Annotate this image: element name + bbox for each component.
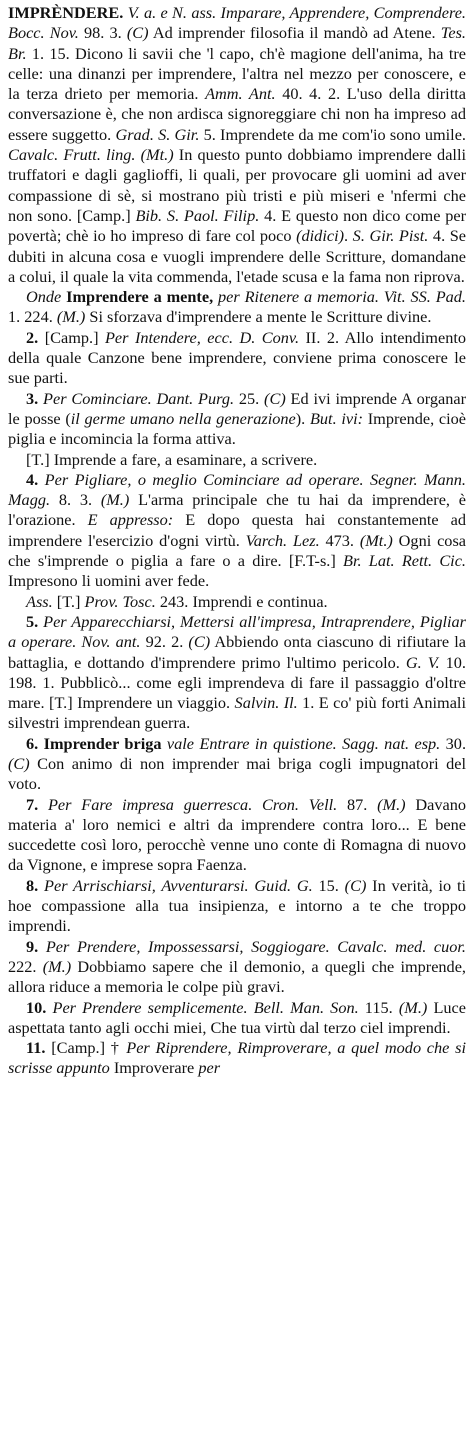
body-text: E dopo questa hai constantemente ad imprendere l'esercizio d'ogni virtù. [8,510,466,550]
body-text: 25. [234,388,265,408]
citation-text: Ass. [26,591,53,611]
sense-label: 6. [26,733,44,753]
body-text: 473. [319,530,360,550]
citation-text: V. a. e N. ass. Imparare, Apprendere, Comprendere. Bocc. Nov. [8,3,466,43]
citation-text: (C) [188,632,211,652]
body-text: 1. 15. Dicono li savii che 'l capo, ch'è magione dell'anima, ha tre celle: una dinanzi per imprendere, l'altra nel mezzo per conoscere, e la terza drieto per memoria. [8,43,466,104]
body-text: [T.] Imprende a fare, a esaminare, a scrivere. [26,449,318,469]
body-text: 8. 3. [50,490,101,510]
body-text: In verità, io ti hoe compassione alla tua insipienza, e intorno a te che troppo imprendi. [8,875,467,936]
citation-text: (M.) [100,490,130,510]
citation-text: G. V. [405,652,440,672]
sense-paragraph [8,592,466,612]
citation-text: per [198,1058,221,1078]
sense-paragraph [8,389,466,450]
citation-text: Onde [26,287,62,307]
citation-text: Cavalc. Frutt. ling. (Mt.) [8,145,174,165]
citation-text: Salvin. Il. [234,693,298,713]
body-text: 5. Imprendete da me com'io sono umile. [199,124,466,144]
body-text: Imprende, cioè piglia e incomincia la forma attiva. [8,408,467,449]
sense-label: 9. [26,936,46,956]
body-text: ). [295,408,310,428]
body-text: Improverare [109,1058,199,1078]
citation-text: Br. Lat. Rett. Cic. [343,551,467,571]
citation-text: Per Riprendere, Rimproverare, a quel modo che si scrisse appunto [8,1038,466,1078]
citation-text: (M.) [56,307,86,327]
sense-paragraph [8,795,466,876]
body-text: 4. Se dubiti in alcuna cosa e vuogli imprendere delle Scritture, domandane a colui, il quale la vita commenda, l'etade scusa e la fama non riprova. [8,226,467,286]
body-text: 1. E co' più forti Animali silvestri imprendean guerra. [8,693,466,733]
body-text: In questo punto dobbiamo imprendere dalli truffatori e dagli gaglioffi, li quali, per provocare gli uomini ad aver compassione di sè, si mostrano più tristi e più miseri e 'nfermi che non sono. [Camp.] [8,145,466,225]
sense-label: Imprendere a mente, [66,287,214,307]
citation-text: Per Cominciare. Dant. Purg. [43,388,235,408]
citation-text: Per Intendere, ecc. D. Conv. [104,327,300,347]
sense-label: 11. [26,1038,52,1058]
body-text: Dobbiamo sapere che il demonio, a quegli che imprende, allora riduce a memoria le colpe più gravi. [8,956,466,997]
body-text: Luce aspettata tanto agli occhi miei, Che tua virtù dal terzo ciel imprendi. [8,997,467,1037]
citation-text: Per Arrischiarsi, Avventurarsi. Guid. G. [44,875,313,895]
citation-text: il germe umano nella generazione [70,408,296,428]
citation-text: Per Apparecchiarsi, Mettersi all'impresa, Intraprendere, Pigliar a operare. Nov. ant. [8,611,466,652]
citation-text: (C) [126,23,149,43]
citation-text: (C) [8,753,30,773]
body-text: Con animo di non imprender mai briga cogli impugnatori del voto. [8,753,466,794]
sense-paragraph [8,876,466,937]
body-text: 87. [337,794,378,814]
citation-text: (didici) [296,226,345,246]
body-text: Impresono li uomini aver fede. [8,571,210,591]
body-text: 115. [358,997,399,1017]
body-text: 222. [8,956,43,976]
sense-label: 2. [26,327,45,347]
sense-label: 4. [26,469,45,489]
body-text: 10. 198. 1. Pubblicò... come egli imprendeva di fare il passaggio d'oltre mare. [T.] Imprendere un viaggio. [8,652,466,713]
body-text: 30. [440,733,467,753]
body-text: Ad imprender filosofia il mandò ad Atene. [148,23,441,43]
sense-paragraph [8,328,466,389]
citation-text: (M.) [377,794,406,814]
sense-label: Imprender briga [43,733,162,753]
sense-paragraph [8,470,466,592]
sense-paragraph [8,450,466,470]
sense-label: 10. [26,997,53,1017]
body-text: Ed ivi imprende A organar le posse ( [8,388,466,428]
citation-text: Prov. Tosc. [84,591,156,611]
body-text: [Camp.] † [51,1038,127,1058]
citation-text: Varch. Lez. [245,530,320,550]
body-text: II. 2. Allo intendimento della quale Canzone bene imprendere, conviene prima conoscere le sue parti. [8,327,467,388]
body-text: [T.] [52,591,85,611]
body-text: 92. 2. [140,632,189,652]
citation-text: per Ritenere a memoria. Vit. SS. Pad. [218,287,466,307]
sense-label: 7. [26,794,48,814]
citation-text: Per Prendere semplicemente. Bell. Man. Son. [52,997,359,1017]
body-text: 40. 4. 2. L'uso della diritta conversazione è, che non ardisca signoreggiare chi non ha impreso ad essere suggetto. [8,84,466,144]
body-text: Si sforzava d'imprendere a mente le Scritture divine. [85,307,432,327]
citation-text: Tes. Br. [8,23,466,63]
citation-text: (M.) [398,997,428,1017]
sense-paragraph [8,937,466,998]
citation-text: (M.) [42,956,72,976]
entry-definition [8,3,466,287]
citation-text: Per Fare impresa guerresca. Cron. Vell. [47,794,338,814]
sense-paragraph [8,1038,466,1079]
body-text: 98. 3. [78,23,127,43]
body-text: L'arma principale che tu hai da imprendere, è l'orazione. [8,490,466,530]
sense-label: 3. [26,388,44,408]
sense-paragraph [8,998,466,1039]
sense-paragraph [8,734,466,795]
citation-text: (C) [344,875,367,895]
citation-text: E appresso: [87,510,174,530]
body-text: Davano materia a' loro nemici e altri da imprendere contra loro... E bene succedette così loro, perocchè venne uno conte di Romagna di nuovo da Vignone, e imprese sopra Faenza. [8,794,467,875]
body-text: [Camp.] [44,327,105,347]
citation-text: (Mt.) [359,530,393,550]
sense-label: 5. [26,611,44,631]
citation-text: Amm. Ant. [205,84,276,104]
citation-text: Grad. S. Gir. [115,124,200,144]
citation-text: Per Prendere, Impossessarsi, Soggiogare. Cavalc. med. cuor. [45,936,466,956]
citation-text: vale Entrare in quistione. Sagg. nat. esp. [166,733,441,753]
citation-text: Bib. S. Paol. Filip. [135,205,260,225]
citation-text: But. ivi: [309,408,364,428]
body-text: . [344,226,353,246]
body-text: 15. [312,875,345,895]
body-text: Ogni cosa che s'imprende o piglia a fare o a dire. [F.T-s.] [8,530,467,571]
citation-text: Per Pigliare, o meglio Cominciare ad operare. Segner. Mann. Magg. [8,469,467,510]
citation-text: (C) [264,388,286,408]
body-text: 243. Imprendi e continua. [155,591,328,611]
sense-paragraph [8,287,466,328]
headword: IMPRÈNDERE. [8,3,124,22]
body-text: 1. 224. [8,307,57,327]
sense-paragraph [8,612,466,734]
sense-label: 8. [26,875,45,895]
citation-text: S. Gir. Pist. [352,226,429,246]
body-text: Abbiendo onta ciascuno di rifiutare la battaglia, e dottando d'imprendere primo l'ultimo pericolo. [8,632,466,672]
body-text: 4. E questo non dico come per povertà; chè io ho impreso di fare col poco [8,205,467,246]
